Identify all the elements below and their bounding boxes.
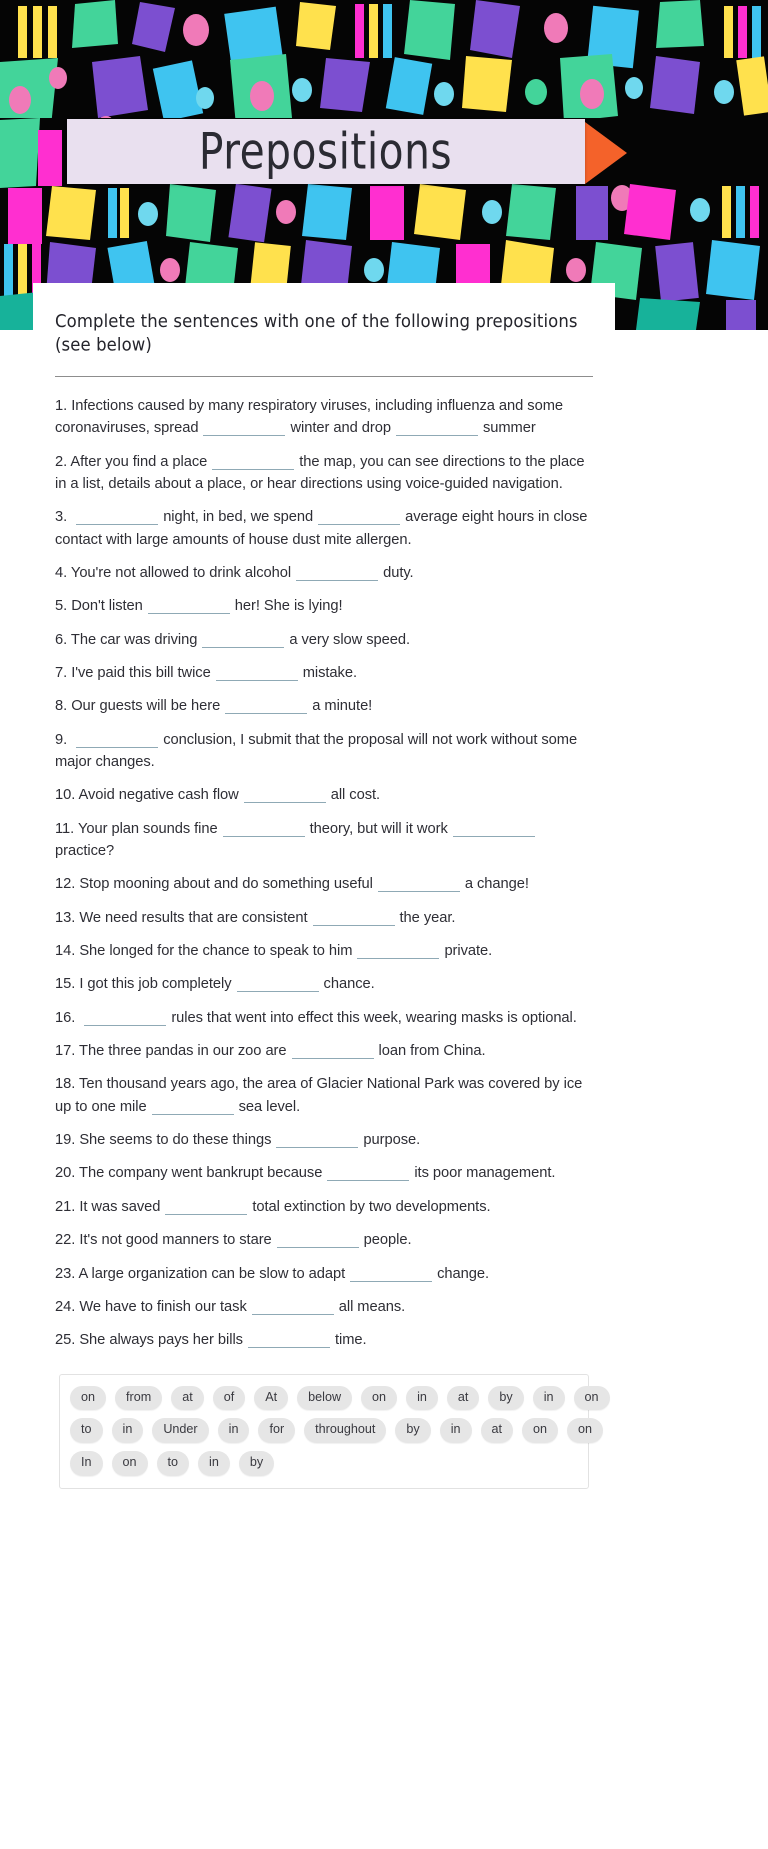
- question-text: Infections caused by many respiratory viruses, including influenza and some coronaviruses, spread: [55, 397, 563, 437]
- question-number: 5.: [55, 598, 68, 615]
- question-item: [55, 595, 593, 617]
- word-bank-pill[interactable]: in: [112, 1418, 144, 1443]
- question-item: [55, 1162, 593, 1184]
- question-text: The company went bankrupt because: [79, 1165, 323, 1182]
- answer-blank[interactable]: [203, 422, 285, 436]
- question-text: total extinction by two developments.: [252, 1198, 491, 1215]
- question-text: Avoid negative cash flow: [78, 787, 239, 804]
- question-text: mistake.: [302, 664, 357, 681]
- question-item: [55, 973, 593, 995]
- answer-blank[interactable]: [152, 1101, 234, 1115]
- word-bank-pill[interactable]: on: [112, 1451, 148, 1476]
- answer-blank[interactable]: [350, 1268, 432, 1282]
- question-item: [55, 1073, 593, 1118]
- question-text: It's not good manners to stare: [79, 1232, 272, 1249]
- question-text: We need results that are consistent: [79, 909, 308, 926]
- question-text: a very slow speed.: [289, 631, 411, 648]
- question-item: [55, 818, 593, 863]
- word-bank-pill[interactable]: In: [70, 1451, 103, 1476]
- question-text: sea level.: [238, 1098, 301, 1115]
- question-text: After you find a place: [70, 453, 208, 470]
- question-number: 7.: [55, 664, 68, 681]
- answer-blank[interactable]: [318, 511, 400, 525]
- question-number: 2.: [55, 453, 68, 470]
- word-bank-pill[interactable]: at: [481, 1418, 514, 1443]
- question-number: 13.: [55, 909, 76, 926]
- question-item: [55, 1040, 593, 1062]
- word-bank-row: [70, 1386, 599, 1411]
- question-number: 15.: [55, 976, 76, 993]
- answer-blank[interactable]: [212, 456, 294, 470]
- word-bank-pill[interactable]: from: [115, 1386, 162, 1411]
- question-text: the year.: [399, 909, 456, 926]
- question-number: 21.: [55, 1198, 76, 1215]
- answer-blank[interactable]: [313, 912, 395, 926]
- word-bank-pill[interactable]: below: [297, 1386, 352, 1411]
- word-bank-pill[interactable]: in: [406, 1386, 438, 1411]
- word-bank-pill[interactable]: at: [447, 1386, 480, 1411]
- question-number: 4.: [55, 564, 68, 581]
- question-text: loan from China.: [378, 1043, 486, 1060]
- question-item: [55, 1196, 593, 1218]
- question-number: 20.: [55, 1165, 76, 1182]
- question-number: 14.: [55, 943, 76, 960]
- answer-blank[interactable]: [148, 600, 230, 614]
- question-item: [55, 395, 593, 440]
- question-text: theory, but will it work: [309, 820, 448, 837]
- question-text: The car was driving: [70, 631, 198, 648]
- question-text: Our guests will be here: [71, 698, 221, 715]
- question-number: 19.: [55, 1132, 76, 1149]
- question-text: a change!: [464, 876, 529, 893]
- question-number: 22.: [55, 1232, 76, 1249]
- question-text: chance.: [323, 976, 375, 993]
- word-bank-pill[interactable]: on: [567, 1418, 603, 1443]
- word-bank-pill[interactable]: to: [70, 1418, 103, 1443]
- word-bank-pill[interactable]: by: [395, 1418, 430, 1443]
- question-item: [55, 662, 593, 684]
- divider: [55, 376, 593, 377]
- question-item: [55, 1229, 593, 1251]
- question-text: its poor management.: [414, 1165, 556, 1182]
- question-text: It was saved: [79, 1198, 161, 1215]
- word-bank-pill[interactable]: throughout: [304, 1418, 386, 1443]
- question-number: 1.: [55, 397, 68, 414]
- question-text: winter and drop: [290, 420, 391, 437]
- answer-blank[interactable]: [292, 1045, 374, 1059]
- question-text: I've paid this bill twice: [71, 664, 211, 681]
- question-text: her! She is lying!: [234, 598, 343, 615]
- answer-blank[interactable]: [277, 1234, 359, 1248]
- word-bank-row: [70, 1418, 593, 1443]
- question-text: time.: [334, 1332, 367, 1349]
- word-bank-pill[interactable]: on: [70, 1386, 106, 1411]
- answer-blank[interactable]: [202, 634, 284, 648]
- answer-blank[interactable]: [252, 1301, 334, 1315]
- question-number: 6.: [55, 631, 68, 648]
- question-number: 23.: [55, 1265, 76, 1282]
- word-bank-pill[interactable]: on: [574, 1386, 610, 1411]
- question-text: conclusion, I submit that the proposal will not work without some major changes.: [55, 731, 578, 770]
- question-text: summer: [482, 420, 536, 437]
- word-bank-pill[interactable]: by: [239, 1451, 274, 1476]
- word-bank-pill[interactable]: at: [171, 1386, 204, 1411]
- question-text: Ten thousand years ago, the area of Glacier National Park was covered by ice up to one mile: [55, 1076, 583, 1115]
- question-item: [55, 1263, 593, 1285]
- worksheet-sheet: [33, 283, 615, 1543]
- answer-blank[interactable]: [453, 823, 535, 837]
- question-text: purpose.: [363, 1132, 421, 1149]
- answer-blank[interactable]: [225, 700, 307, 714]
- question-text: A large organization can be slow to adapt: [78, 1265, 346, 1282]
- question-item: [55, 1129, 593, 1151]
- question-text: people.: [363, 1232, 412, 1249]
- question-number: 24.: [55, 1298, 76, 1315]
- word-bank-pill[interactable]: to: [157, 1451, 190, 1476]
- question-number: 3.: [55, 509, 68, 526]
- title-plate: [67, 119, 585, 184]
- question-text: the map, you can see directions to the place in a list, details about a place, or hear directions using voice-guided navigation.: [55, 453, 585, 492]
- question-number: 10.: [55, 787, 76, 804]
- question-number: 12.: [55, 876, 76, 893]
- banner-arrow-icon: [585, 122, 627, 184]
- page-title: Prepositions: [199, 122, 453, 180]
- answer-blank[interactable]: [76, 511, 158, 525]
- question-text: Your plan sounds fine: [77, 820, 218, 837]
- answer-blank[interactable]: [223, 823, 305, 837]
- word-bank-pill[interactable]: in: [198, 1451, 230, 1476]
- question-text: I got this job completely: [79, 976, 232, 993]
- question-number: 11.: [55, 820, 75, 837]
- answer-blank[interactable]: [244, 789, 326, 803]
- question-text: duty.: [383, 564, 414, 581]
- word-bank-pill[interactable]: in: [533, 1386, 565, 1411]
- word-bank-pill[interactable]: for: [258, 1418, 295, 1443]
- question-number: 8.: [55, 698, 68, 715]
- question-item: [55, 451, 593, 496]
- questions-list: [55, 395, 593, 1352]
- question-text: night, in bed, we spend: [163, 509, 314, 526]
- question-number: 16.: [55, 1009, 76, 1026]
- question-text: We have to finish our task: [79, 1298, 247, 1315]
- answer-blank[interactable]: [296, 567, 378, 581]
- question-item: [55, 506, 593, 551]
- question-text: Don't listen: [71, 598, 143, 615]
- question-item: [55, 695, 593, 717]
- word-bank-row: [70, 1451, 578, 1476]
- answer-blank[interactable]: [248, 1334, 330, 1348]
- question-item: [55, 629, 593, 651]
- question-item: [55, 873, 593, 895]
- question-text: a minute!: [312, 698, 373, 715]
- question-text: She seems to do these things: [79, 1132, 272, 1149]
- word-bank-pill[interactable]: in: [218, 1418, 250, 1443]
- word-bank-pill[interactable]: Under: [152, 1418, 208, 1443]
- answer-blank[interactable]: [165, 1201, 247, 1215]
- question-item: [55, 1007, 593, 1029]
- question-text: practice?: [55, 843, 115, 860]
- answer-blank[interactable]: [237, 978, 319, 992]
- question-text: rules that went into effect this week, wearing masks is optional.: [171, 1009, 577, 1026]
- question-number: 25.: [55, 1332, 76, 1349]
- question-text: average eight hours in close contact with large amounts of house dust mite allergen.: [55, 509, 588, 548]
- question-item: [55, 729, 593, 774]
- question-item: [55, 784, 593, 806]
- answer-blank[interactable]: [327, 1167, 409, 1181]
- word-bank-pill[interactable]: of: [213, 1386, 246, 1411]
- question-text: She longed for the chance to speak to him: [79, 943, 353, 960]
- question-number: 9.: [55, 731, 68, 748]
- header-banner: [0, 0, 768, 330]
- question-item: [55, 1329, 593, 1351]
- answer-blank[interactable]: [378, 878, 460, 892]
- question-number: 17.: [55, 1043, 76, 1060]
- answer-blank[interactable]: [216, 667, 298, 681]
- question-text: You're not allowed to drink alcohol: [70, 564, 292, 581]
- question-text: The three pandas in our zoo are: [79, 1043, 287, 1060]
- word-bank-pill[interactable]: on: [522, 1418, 558, 1443]
- answer-blank[interactable]: [84, 1012, 166, 1026]
- question-item: [55, 562, 593, 584]
- question-text: change.: [437, 1265, 490, 1282]
- question-text: all cost.: [330, 787, 381, 804]
- word-bank-pill[interactable]: in: [440, 1418, 472, 1443]
- instructions-text: Complete the sentences with one of the following prepositions (see below): [55, 311, 578, 355]
- word-bank-pill[interactable]: on: [361, 1386, 397, 1411]
- answer-blank[interactable]: [276, 1134, 358, 1148]
- answer-blank[interactable]: [76, 734, 158, 748]
- answer-blank[interactable]: [357, 945, 439, 959]
- question-text: private.: [444, 943, 493, 960]
- word-bank-pill[interactable]: At: [254, 1386, 288, 1411]
- answer-blank[interactable]: [396, 422, 478, 436]
- question-text: all means.: [338, 1298, 406, 1315]
- question-text: She always pays her bills: [79, 1332, 243, 1349]
- word-bank-pill[interactable]: by: [488, 1386, 523, 1411]
- word-bank: [59, 1374, 599, 1489]
- question-text: Stop mooning about and do something useful: [79, 876, 373, 893]
- question-item: [55, 1296, 593, 1318]
- question-number: 18.: [55, 1076, 76, 1093]
- question-item: [55, 940, 593, 962]
- question-item: [55, 907, 593, 929]
